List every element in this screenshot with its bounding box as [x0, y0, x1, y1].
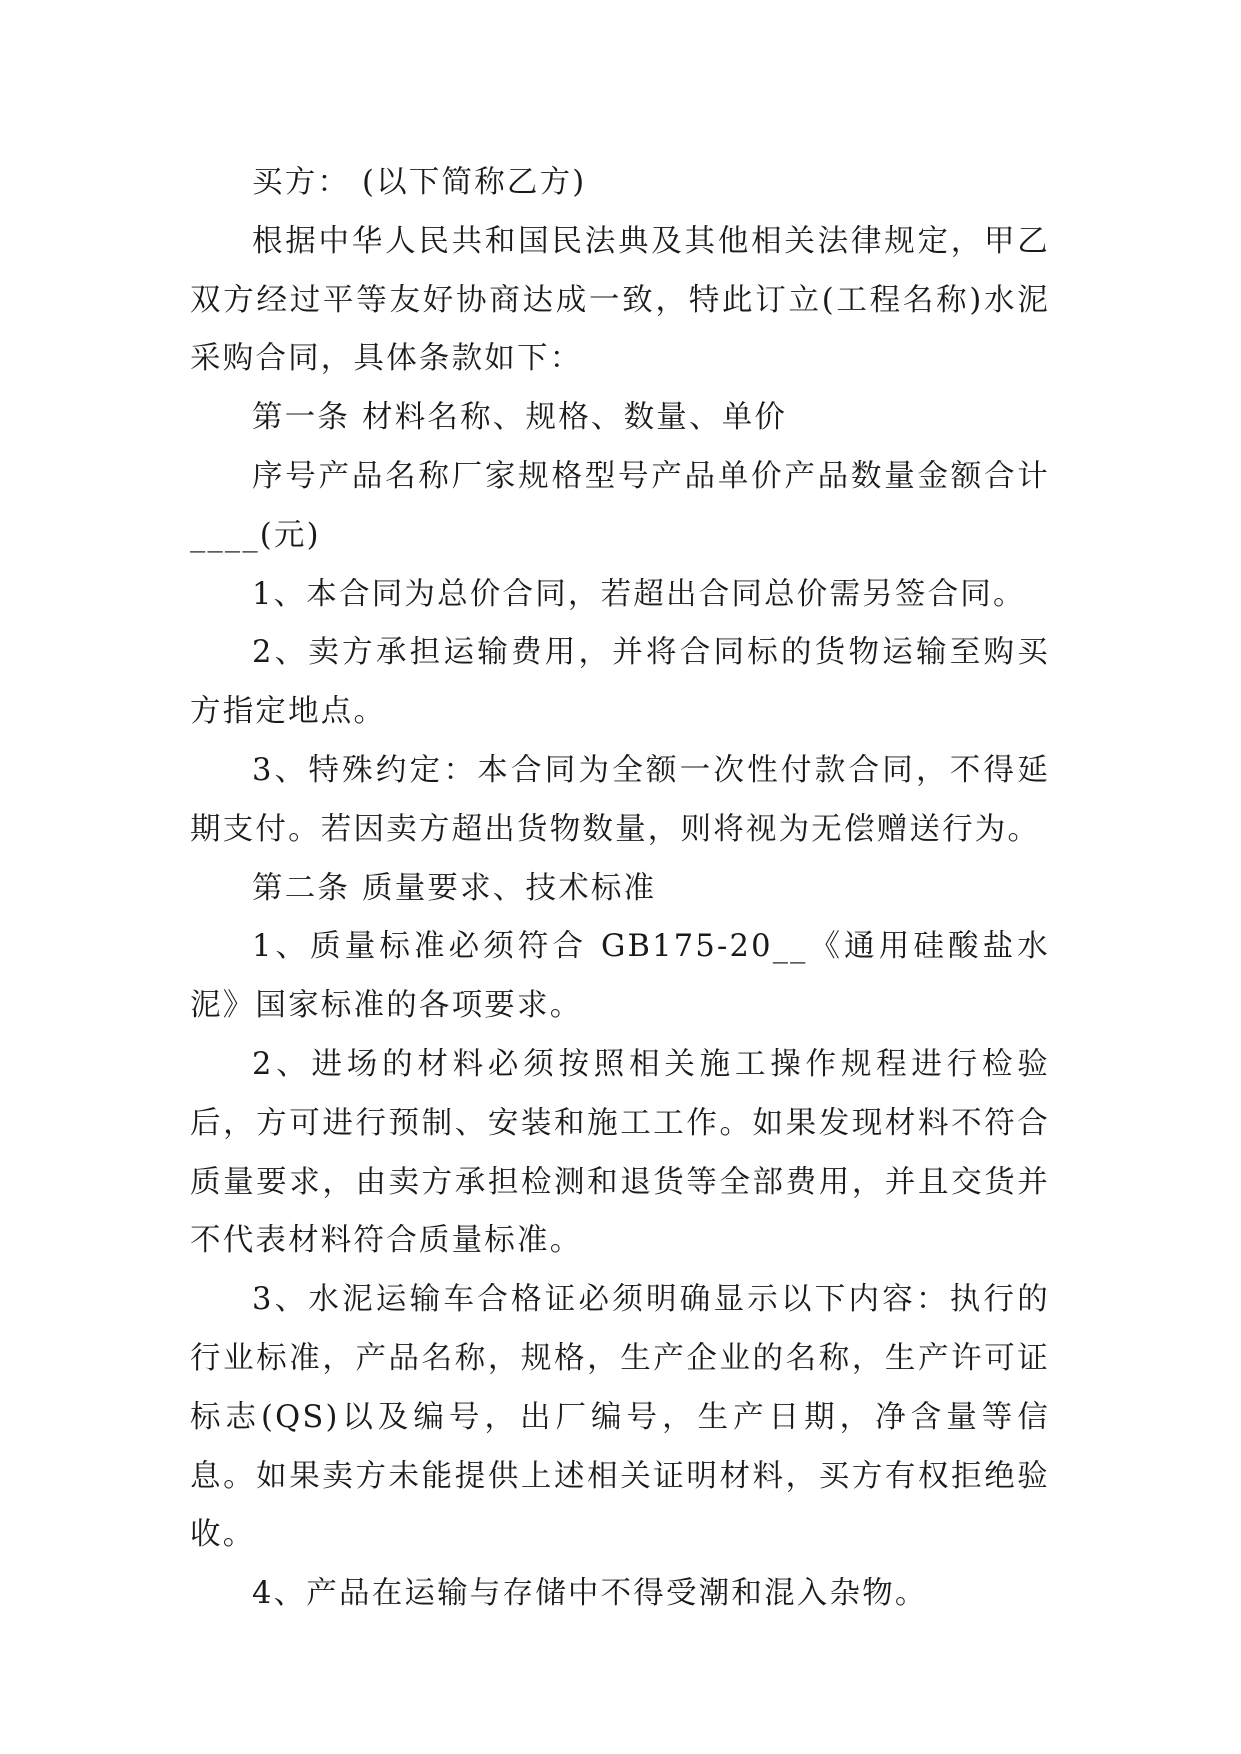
paragraph-table-header: 序号产品名称厂家规格型号产品单价产品数量金额合计____(元) [190, 458, 1050, 553]
article-2-item-3: 3、水泥运输车合格证必须明确显示以下内容：执行的行业标准，产品名称，规格，生产企业的名称，生产许可证标志(QS)以及编号，出厂编号，生产日期，净含量等信息。如果卖方未能提供上述相关证明材料，买方有权拒绝验收。 [190, 1282, 1050, 1553]
article-2-item-2: 2、进场的材料必须按照相关施工操作规程进行检验后，方可进行预制、安装和施工工作。如果发现材料不符合质量要求，由卖方承担检测和退货等全部费用，并且交货并不代表材料符合质量标准。 [190, 1046, 1050, 1259]
article-2-item-1: 1、质量标准必须符合 GB175-20__《通用硅酸盐水泥》国家标准的各项要求。 [190, 929, 1050, 1024]
article-1-item-2: 2、卖方承担运输费用，并将合同标的货物运输至购买方指定地点。 [190, 635, 1050, 730]
paragraph-preamble: 根据中华人民共和国民法典及其他相关法律规定，甲乙双方经过平等友好协商达成一致，特此订立(工程名称)水泥采购合同，具体条款如下： [190, 223, 1050, 377]
article-2-heading: 第二条 质量要求、技术标准 [252, 870, 657, 906]
article-2-item-4: 4、产品在运输与存储中不得受潮和混入杂物。 [252, 1576, 928, 1612]
article-1-item-3: 3、特殊约定：本合同为全额一次性付款合同，不得延期支付。若因卖方超出货物数量，则将视为无偿赠送行为。 [190, 752, 1050, 847]
contract-body [190, 154, 1050, 1624]
article-1-item-1: 1、本合同为总价合同，若超出合同总价需另签合同。 [252, 576, 1026, 612]
article-1-heading: 第一条 材料名称、规格、数量、单价 [252, 400, 788, 436]
paragraph-buyer: 买方： (以下简称乙方) [252, 165, 587, 200]
